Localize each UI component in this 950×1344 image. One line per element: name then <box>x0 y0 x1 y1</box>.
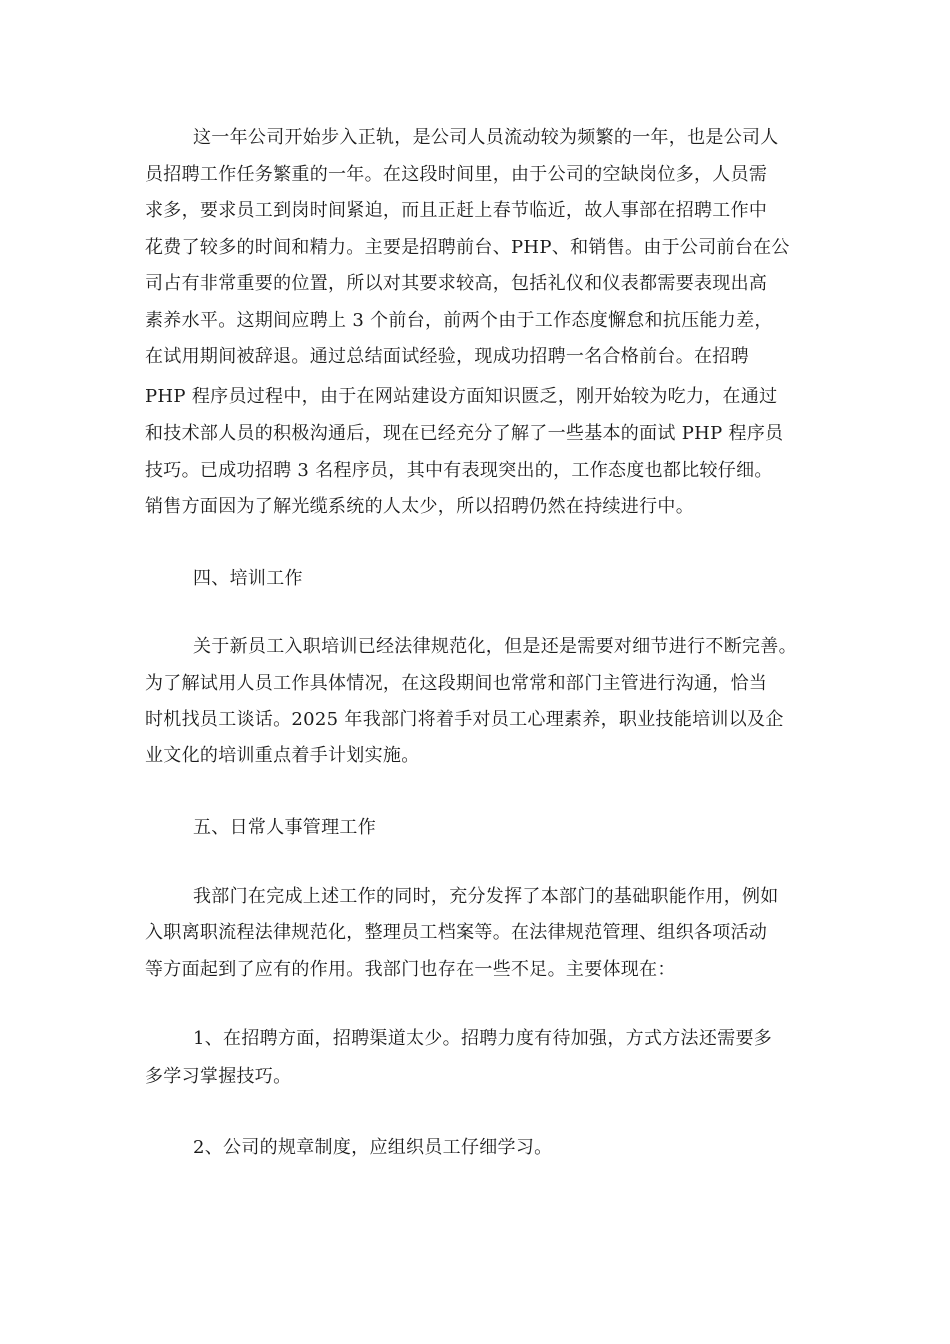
training-paragraph-line: 为了解试用人员工作具体情况，在这段期间也常常和部门主管进行沟通，恰当 <box>145 673 768 694</box>
section-heading-training: 四、培训工作 <box>193 568 303 589</box>
recruitment-paragraph-line: 司占有非常重要的位置，所以对其要求较高，包括礼仪和仪表都需要表现出高 <box>145 273 768 294</box>
list-item-2-line: 2、公司的规章制度，应组织员工仔细学习。 <box>193 1137 553 1158</box>
training-paragraph-line: 时机找员工谈话。2025 年我部门将着手对员工心理素养，职业技能培训以及企 <box>145 709 784 730</box>
recruitment-paragraph-line: 员招聘工作任务繁重的一年。在这段时间里，由于公司的空缺岗位多，人员需 <box>145 164 768 185</box>
recruitment-paragraph-line: 这一年公司开始步入正轨，是公司人员流动较为频繁的一年，也是公司人 <box>193 127 779 148</box>
recruitment-paragraph-line: 在试用期间被辞退。通过总结面试经验，现成功招聘一名合格前台。在招聘 <box>145 346 749 367</box>
recruitment-paragraph-line: PHP 程序员过程中，由于在网站建设方面知识匮乏，刚开始较为吃力，在通过 <box>145 386 778 407</box>
recruitment-paragraph-line: 求多，要求员工到岗时间紧迫，而且正赶上春节临近，故人事部在招聘工作中 <box>145 200 768 221</box>
training-paragraph-line: 关于新员工入职培训已经法律规范化，但是还是需要对细节进行不断完善。 <box>193 636 797 657</box>
section-heading-daily-hr: 五、日常人事管理工作 <box>193 817 376 838</box>
list-item-1-line: 多学习掌握技巧。 <box>145 1066 292 1087</box>
recruitment-paragraph-line: 技巧。已成功招聘 3 名程序员，其中有表现突出的，工作态度也都比较仔细。 <box>145 460 773 481</box>
training-paragraph-line: 业文化的培训重点着手计划实施。 <box>145 745 420 766</box>
daily-hr-paragraph-line: 我部门在完成上述工作的同时，充分发挥了本部门的基础职能作用，例如 <box>193 886 779 907</box>
recruitment-paragraph-line: 销售方面因为了解光缆系统的人太少，所以招聘仍然在持续进行中。 <box>145 496 694 517</box>
daily-hr-paragraph-line: 等方面起到了应有的作用。我部门也存在一些不足。主要体现在： <box>145 959 676 980</box>
daily-hr-paragraph-line: 入职离职流程法律规范化，整理员工档案等。在法律规范管理、组织各项活动 <box>145 922 768 943</box>
list-item-1-line: 1、在招聘方面，招聘渠道太少。招聘力度有待加强，方式方法还需要多 <box>193 1028 773 1049</box>
recruitment-paragraph-line: 素养水平。这期间应聘上 3 个前台，前两个由于工作态度懈怠和抗压能力差， <box>145 310 773 331</box>
recruitment-paragraph-line: 和技术部人员的积极沟通后，现在已经充分了解了一些基本的面试 PHP 程序员 <box>145 423 784 444</box>
recruitment-paragraph-line: 花费了较多的时间和精力。主要是招聘前台、PHP、和销售。由于公司前台在公 <box>145 237 790 258</box>
